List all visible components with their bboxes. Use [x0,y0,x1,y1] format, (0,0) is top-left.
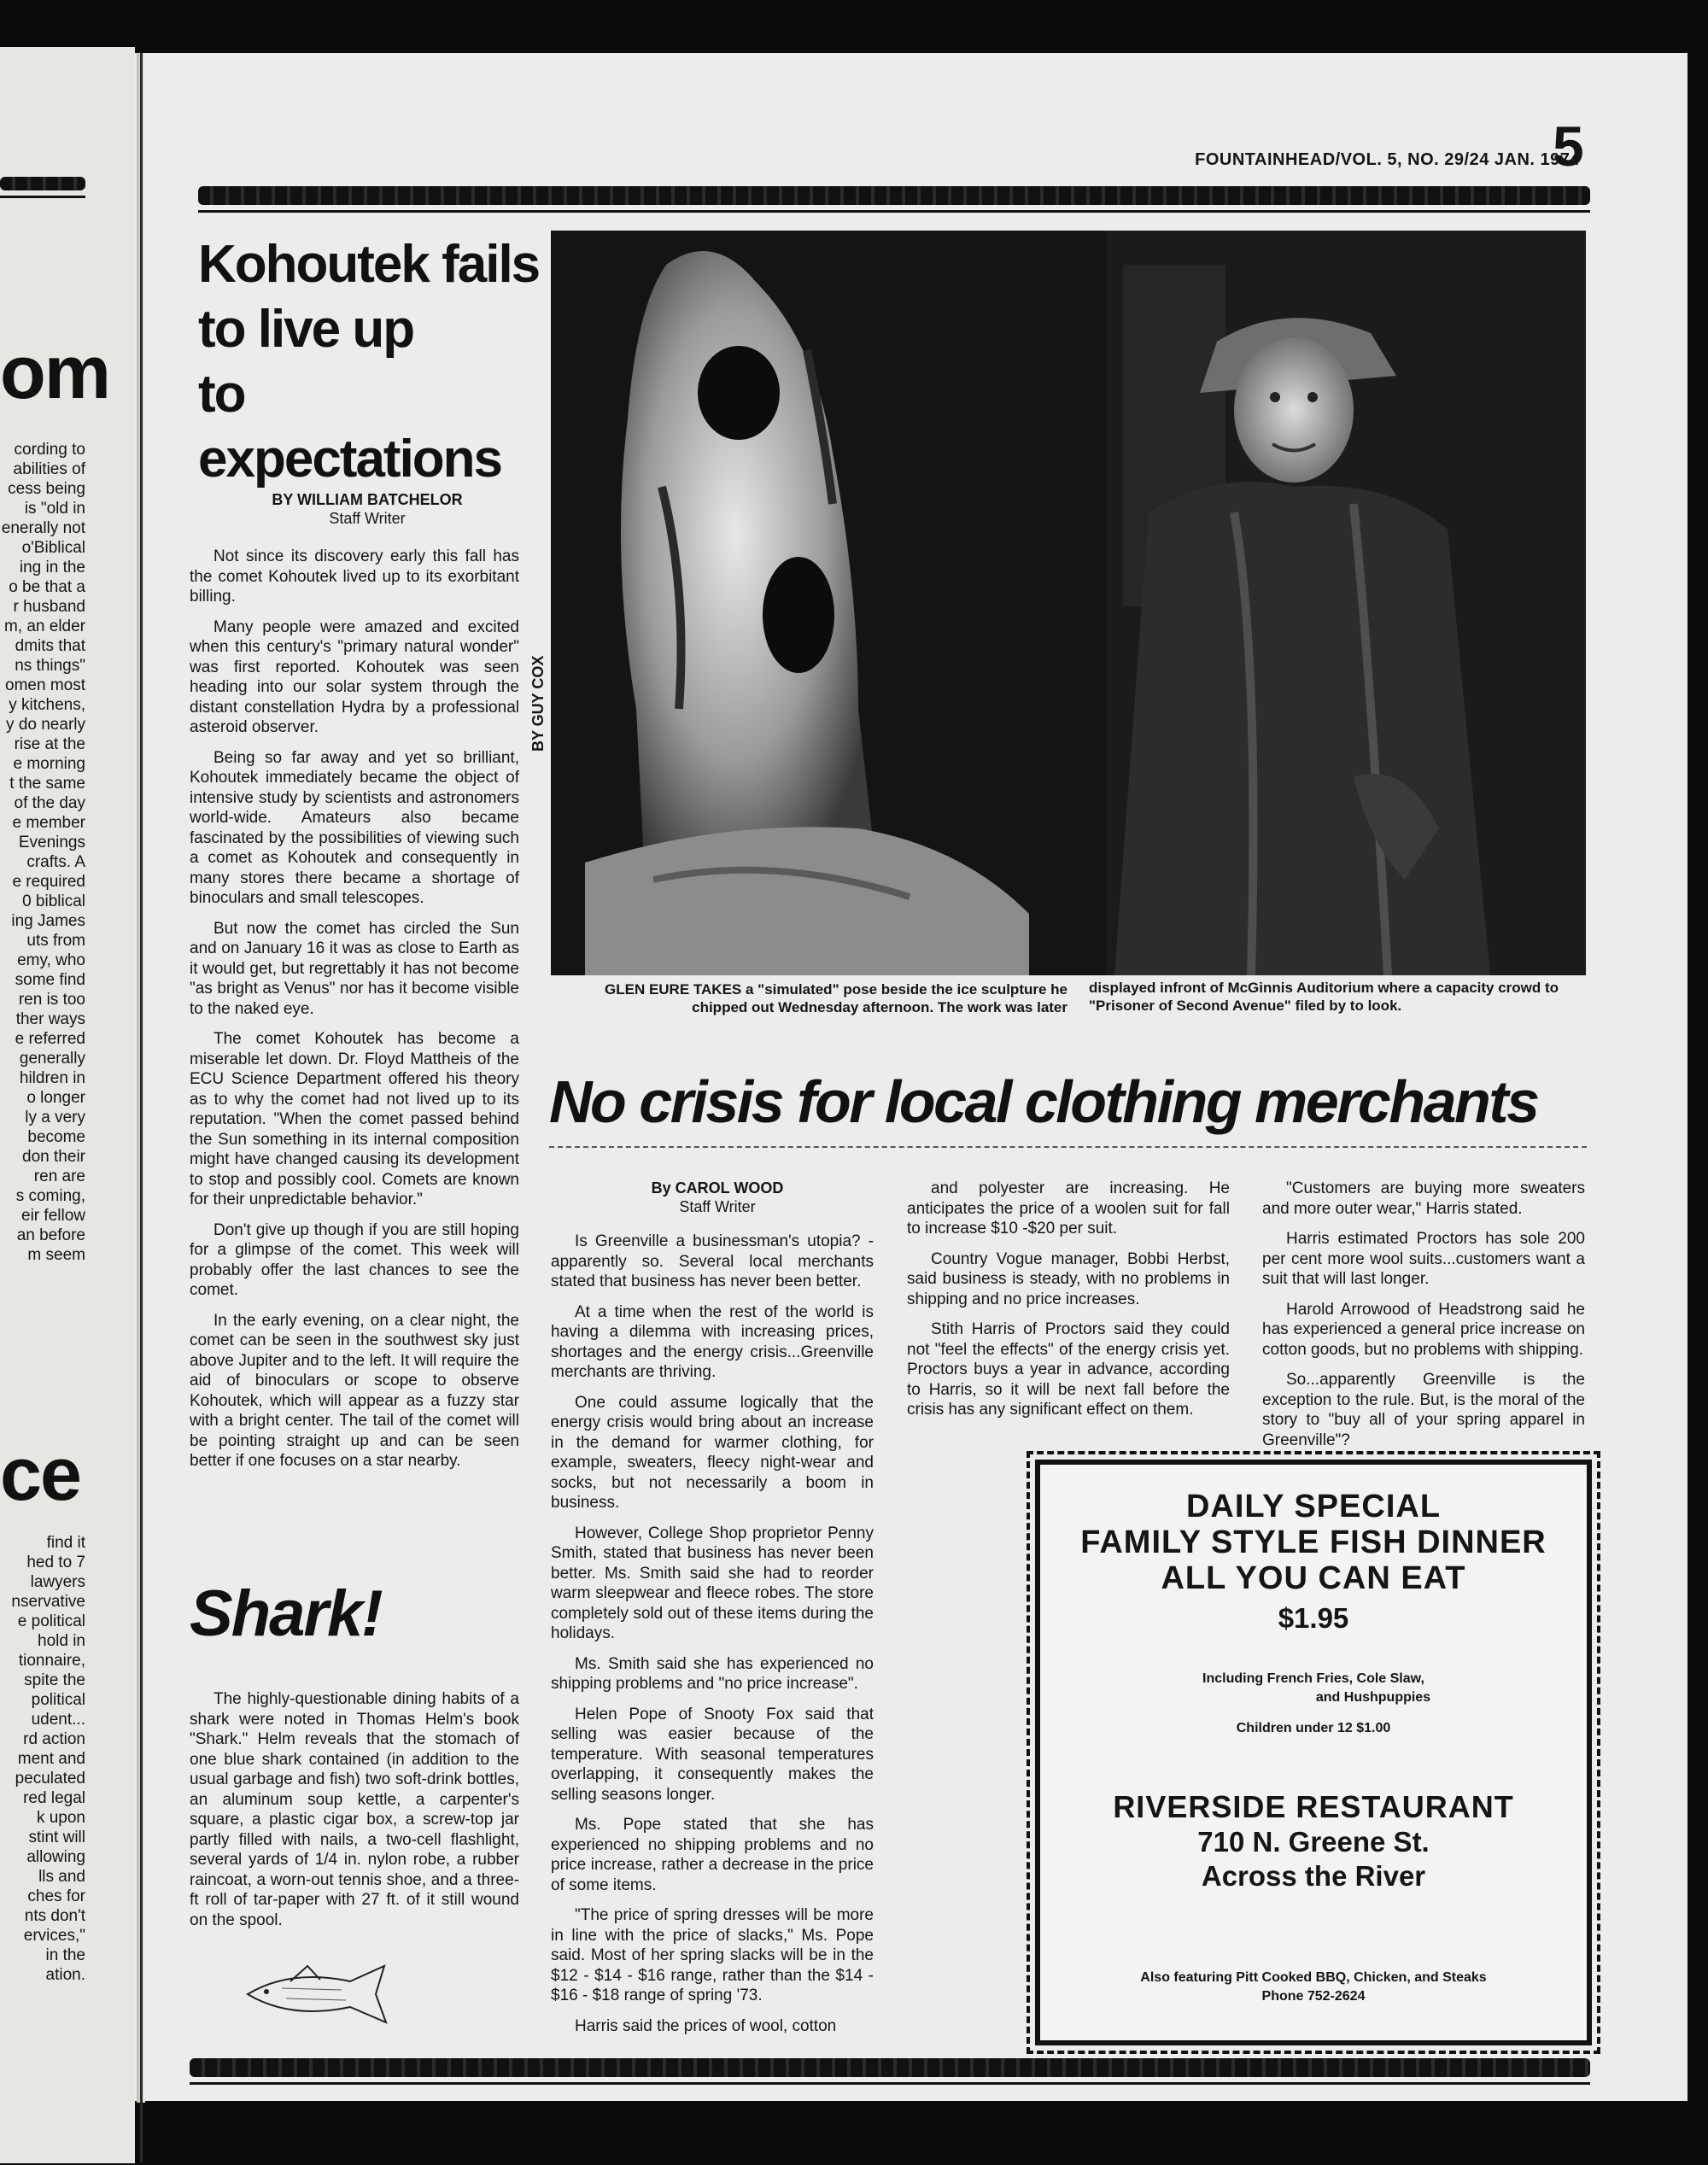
left-page-line: rise at the [14,735,85,753]
clothing-author: By CAROL WOOD [651,1179,784,1197]
left-page-line: o longer [26,1089,85,1107]
clothing-headline: No crisis for local clothing merchants [549,1068,1538,1135]
kohoutek-author: BY WILLIAM BATCHELOR [272,491,463,508]
left-page-line: y kitchens, [9,696,85,714]
ad-includes-1: Including French Fries, Cole Slaw, [1202,1671,1424,1686]
kohoutek-headline-line2: to live up [198,300,414,359]
left-page-line: uts from [26,932,85,950]
left-headline-fragment: om [0,330,109,414]
clothing-column-3 [1262,1179,1585,1460]
left-page-line: peculated [15,1770,85,1788]
kohoutek-paragraph: Not since its discovery early this fall has the comet Kohoutek lived up to its exorbitant billing. [190,547,519,606]
left-page-line: enerally not [1,519,85,537]
left-page-line: Evenings [18,834,85,851]
photo-caption-right: displayed infront of McGinnis Auditorium where a capacity crowd to "Prisoner of Second Avenue" filed by to look. [1089,980,1559,1014]
left-page-line: e member [12,814,85,832]
ad-includes-2: and Hushpuppies [1315,1690,1431,1705]
left-page-line: lls and [38,1868,85,1886]
kohoutek-paragraph: But now the comet has circled the Sun and on January 16 it was as close to Earth as it would get, but regrettably it has not become "as bright as Venus" nor has it become visible to the naked eye. [190,919,519,1018]
left-page-line: crafts. A [26,853,85,871]
shark-body [190,1689,519,1940]
clothing-paragraph: So...apparently Greenville is the exception to the rule. But, is the moral of the story to "buy all of your spring apparel in Greenville"? [1262,1371,1585,1449]
left-page-line: find it [46,1534,85,1552]
left-page-line: red legal [23,1789,85,1807]
left-page-line: hed to 7 [26,1554,85,1571]
kohoutek-byline [196,490,538,528]
photo-caption-left: GLEN EURE TAKES a "simulated" pose beside the ice sculpture he chipped out Wednesday afternoon. The work was later [605,981,1068,1015]
left-page-line: generally [19,1050,85,1068]
left-page-line: o'Biblical [21,539,85,557]
left-page-line: y do nearly [6,716,85,734]
left-page-line: rd action [23,1730,85,1748]
left-page-line: ly a very [25,1109,85,1126]
clothing-paragraph: "Customers are buying more sweaters and more outer wear," Harris stated. [1262,1179,1585,1218]
left-page-line: emy, who [17,951,85,969]
kohoutek-paragraph: The comet Kohoutek has become a miserable let down. Dr. Floyd Mattheis of the ECU Science Department offered his theory as to why the comet had not lived up to its reputation. "When the comet passed behind the Sun something in its internal composition might have changed causing its development to stop and possibly cool. Comets are known for their unpredictable behavior." [190,1030,519,1208]
left-page-line: political [31,1691,85,1709]
clothing-paragraph: Ms. Smith said she has experienced no shipping problems and "no price increase". [551,1654,874,1693]
left-page-line: 0 biblical [22,892,85,910]
left-page-line: r husband [13,598,85,616]
left-page-line: spite the [24,1671,85,1689]
clothing-paragraph: Harris estimated Proctors has sole 200 per cent more wool suits...customers want a suit that will last longer. [1262,1230,1585,1288]
left-page-line: ren is too [18,991,85,1009]
ice-sculpture-photo [551,231,1586,975]
left-page-line: k upon [36,1809,85,1827]
left-page-line: of the day [14,794,85,812]
left-page-line: abilities of [13,460,85,478]
clothing-paragraph: One could assume logically that the energy crisis would bring about an increase in the demand for warmer clothing, for example, sweaters, fleecy night-wear and socks, but not necessarily a boom in business. [551,1393,874,1512]
ad-children-price: Children under 12 $1.00 [1236,1721,1391,1735]
ad-also-featuring: Also featuring Pitt Cooked BBQ, Chicken, and Steaks [1140,1970,1487,1985]
left-page-line: an before [16,1226,85,1244]
left-page-rule [0,177,85,190]
clothing-paragraph: Harold Arrowood of Headstrong said he has experienced a general price increase on cotton goods, but no problems with shipping. [1262,1300,1585,1359]
kohoutek-role: Staff Writer [329,510,406,527]
left-page-line: udent... [31,1711,85,1729]
left-page-line: m seem [27,1246,85,1264]
left-page-line: cording to [14,441,85,459]
left-page-line: s coming, [15,1187,85,1205]
left-page-line: ation. [45,1966,85,1984]
left-page-line: ns things" [15,657,85,675]
left-headline-fragment-2: ce [0,1431,80,1516]
left-page-line: don their [22,1148,85,1166]
left-page-line: lawyers [30,1573,85,1591]
left-page-line: e morning [13,755,85,773]
kohoutek-paragraph: In the early evening, on a clear night, the comet can be seen in the southwest sky just above Jupiter and to the left. It will require the aid of binoculars or scope to observe Kohoutek, which will appear as a fuzzy star with a bright center. The tail of the comet will be pointing straight up and can be seen better if one focuses on a star nearby. [190,1311,519,1470]
ad-daily-special: DAILY SPECIAL [1185,1489,1442,1524]
clothing-paragraph: At a time when the rest of the world is having a dilemma with increasing prices, shortages and the energy crisis...Greenville merchants are thriving. [551,1302,874,1381]
clothing-column-2 [907,1179,1230,1431]
left-page-line: hildren in [19,1069,85,1087]
photo-credit [529,632,550,752]
clothing-role: Staff Writer [679,1198,756,1215]
clothing-paragraph: Ms. Pope stated that she has experienced no shipping problems and no price increase, rather a decrease in the price of some items. [551,1816,874,1894]
left-page-line: hold in [38,1632,85,1650]
left-page-line: dmits that [15,637,85,655]
kohoutek-headline [198,232,540,492]
left-page-line: nts don't [24,1907,85,1925]
left-page-line: eir fellow [21,1207,85,1225]
header-rule [198,186,1590,205]
left-page-line: e required [12,873,85,891]
headline-rule [549,1146,1587,1148]
clothing-paragraph: Country Vogue manager, Bobbi Herbst, said business is steady, with no problems in shipping and no price increases. [907,1249,1230,1308]
left-page-line: tionnaire, [18,1652,85,1670]
clothing-paragraph: Is Greenville a businessman's utopia? - apparently so. Several local merchants stated that business has never been better. [551,1232,874,1290]
left-page-line: ing in the [19,559,85,576]
kohoutek-headline-line3: to expectations [198,365,502,489]
left-column-text [0,440,85,1265]
left-page-line: some find [15,971,85,989]
left-page-line: e referred [15,1030,85,1048]
left-page-line: ment and [17,1750,85,1768]
kohoutek-body [190,547,519,1482]
left-page-line: t the same [9,775,85,793]
clothing-paragraph: "The price of spring dresses will be more in line with the price of slacks," Ms. Pope said. Most of her spring slacks will be in the $12 - $14 - $16 range, rather than the $14 - $16 - $18 range of spring '73. [551,1906,874,2004]
folio-line: FOUNTAINHEAD/VOL. 5, NO. 29/24 JAN. 1974 [1195,150,1580,169]
ad-fish-dinner: FAMILY STYLE FISH DINNER [1080,1524,1547,1560]
left-page-line: ther ways [15,1010,85,1028]
page-number: 5 [1553,114,1584,178]
left-page-line: is "old in [24,500,85,518]
left-page-line: allowing [26,1848,85,1866]
ad-restaurant-name: RIVERSIDE RESTAURANT [1113,1789,1514,1824]
kohoutek-paragraph: Being so far away and yet so brilliant, Kohoutek immediately became the object of intensive study by scientists and astronomers world-wide. Amateurs also became fascinated by the possibilities of viewing such a comet as Kohoutek and consequently in many stores there became a shortage of binoculars and small telescopes. [190,748,519,907]
photo-image [551,231,1586,975]
page-gutter-line [140,53,143,2162]
left-page-line: ches for [27,1887,85,1905]
footer-rule [190,2058,1590,2077]
kohoutek-paragraph: Don't give up though if you are still hoping for a glimpse of the comet. This week will probably offer the last chances to see the comet. [190,1220,519,1299]
clothing-paragraph: However, College Shop proprietor Penny Smith, stated that business has never been better. Ms. Smith said she had to reorder warm sleepwear and fleece robes. The store completely sold out of these items during the holidays. [551,1524,874,1642]
clothing-paragraph: Helen Pope of Snooty Fox said that selling was easier because of the temperature. With seasonal temperatures overlapping, it consequently makes the selling seasons longer. [551,1705,874,1804]
riverside-restaurant-ad [1035,1460,1592,2045]
photo-credit-text: BY GUY COX [529,655,547,752]
left-page-line: ing James [11,912,85,930]
left-page-line: o be that a [9,578,85,596]
ad-price: $1.95 [1278,1602,1349,1634]
left-page-line: nservative [11,1593,85,1611]
clothing-paragraph: Harris said the prices of wool, cotton [575,2016,837,2035]
ad-phone: Phone 752-2624 [1261,1989,1366,2004]
kohoutek-headline-line1: Kohoutek fails [198,235,540,294]
left-facing-page [0,47,135,2163]
clothing-paragraph: Stith Harris of Proctors said they could not "feel the effects" of the energy crisis yet. Proctors buys a year in advance, according to Harris, so it will be next fall before the crisis has any significant effect on them. [907,1320,1230,1419]
left-page-line: e political [17,1612,85,1630]
left-page-line: stint will [28,1829,85,1846]
left-column-text-2 [0,1533,85,1985]
fish-illustration [239,1956,410,2033]
ad-all-you-can-eat: ALL YOU CAN EAT [1161,1560,1466,1596]
left-page-line: ervices," [23,1927,85,1945]
clothing-column-1 [551,1232,874,2046]
ad-location: Across the River [1201,1860,1426,1892]
clothing-paragraph: and polyester are increasing. He anticipates the price of a woolen suit for fall to increase $10 -$20 per suit. [907,1179,1230,1238]
left-page-line: become [27,1128,85,1146]
shark-headline: Shark! [190,1577,382,1650]
shark-paragraph: The highly-questionable dining habits of a shark were noted in Thomas Helm's book "Shark." Helm reveals that the stomach of one blue shark contained (in addition to the usual garbage and fish) two soft-drink bottles, an aluminum soup kettle, a carpenter's square, a plastic cigar box, a screw-top jar partly filled with nails, a two-cell flashlight, several yards of 1/4 in. nylon robe, a rubber raincoat, a worn-out tennis shoe, and a three-ft roll of tar-paper with 27 ft. of it still wound on the spool. [190,1690,519,1929]
left-page-line: ren are [33,1167,85,1185]
left-page-line: in the [45,1946,85,1964]
ad-address: 710 N. Greene St. [1197,1826,1430,1858]
clothing-byline [555,1179,880,1216]
left-page-line: cess being [8,480,85,498]
kohoutek-paragraph: Many people were amazed and excited when this century's "primary natural wonder" was first reported. Kohoutek was seen heading into our solar system through the distant constellation Hydra by a professional asteroid observer. [190,617,519,736]
left-page-line: m, an elder [3,617,85,635]
left-page-line: omen most [5,676,85,694]
